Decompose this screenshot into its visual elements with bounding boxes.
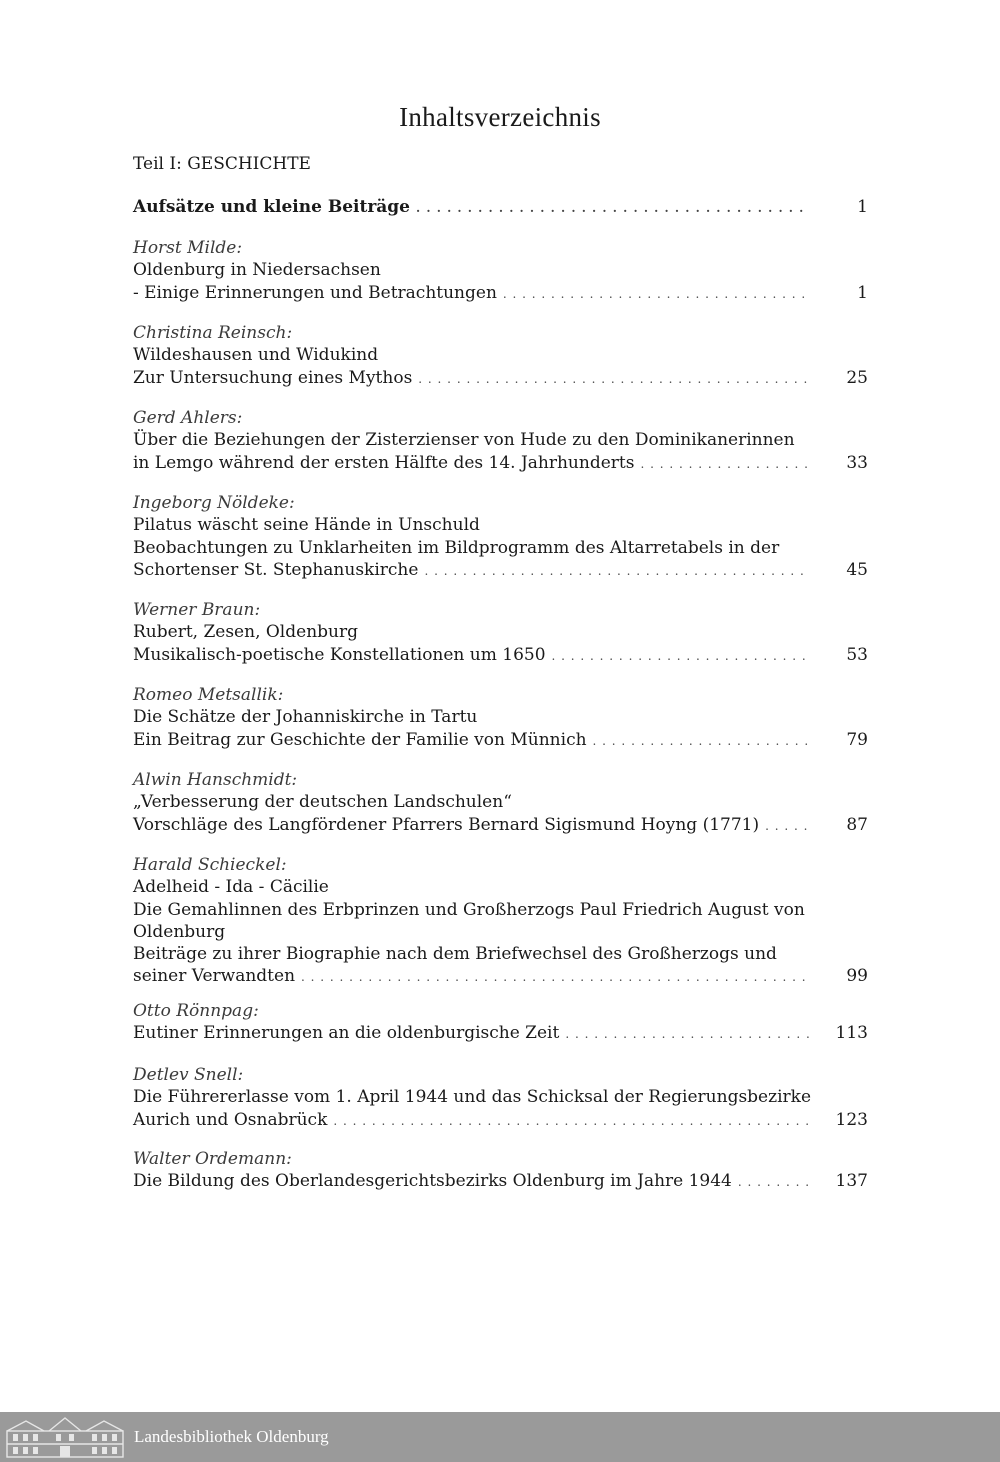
toc-entry (133, 769, 868, 836)
entry-title-last-line (133, 1109, 868, 1131)
page-number: 87 (846, 814, 868, 835)
dot-leader (416, 197, 810, 219)
entry-title-last-line (133, 559, 868, 581)
toc-entry (133, 684, 868, 751)
dot-leader (593, 730, 810, 752)
entry-title-line: Rubert, Zesen, Oldenburg (133, 622, 358, 643)
entry-title-line: Die Gemahlinnen des Erbprinzen und Großherzogs Paul Friedrich August von (133, 899, 805, 920)
entry-author: Detlev Snell: (133, 1065, 244, 1085)
toc-entry (133, 196, 868, 218)
entry-title-line: Die Schätze der Johanniskirche in Tartu (133, 707, 478, 728)
entry-title-last-line (133, 644, 868, 666)
entry-title-last-line (133, 452, 868, 474)
toc-entry (133, 599, 868, 666)
entry-author: Harald Schieckel: (133, 855, 287, 875)
entry-author: Werner Braun: (133, 600, 261, 620)
page-number: 1 (857, 282, 868, 303)
entry-title-line: Oldenburg in Niedersachsen (133, 260, 381, 281)
toc-entry (133, 492, 868, 581)
entry-title-last-line (133, 196, 868, 218)
entry-title-text: Eutiner Erinnerungen an die oldenburgische Zeit (133, 1023, 560, 1044)
toc-entry (133, 1064, 868, 1131)
entry-title-line: Die Führererlasse vom 1. April 1944 und das Schicksal der Regierungsbezirke (133, 1087, 811, 1108)
toc-entry (133, 1000, 868, 1045)
entry-title-line: „Verbesserung der deutschen Landschulen“ (133, 792, 512, 813)
footer-label: Landesbibliothek Oldenburg (134, 1427, 329, 1446)
entry-author: Horst Milde: (133, 238, 243, 258)
dot-leader (301, 966, 810, 988)
entry-title-text: - Einige Erinnerungen und Betrachtungen (133, 282, 497, 303)
toc-entry (133, 322, 868, 389)
dot-leader (552, 645, 810, 667)
entry-author: Romeo Metsallik: (133, 685, 284, 705)
entry-author: Walter Ordemann: (133, 1149, 292, 1169)
dot-leader (565, 1023, 810, 1045)
entry-title-text: Ein Beitrag zur Geschichte der Familie von Münnich (133, 729, 587, 750)
entry-author: Ingeborg Nöldeke: (133, 493, 295, 513)
entry-title-line: Über die Beziehungen der Zisterzienser von Hude zu den Dominikanerinnen (133, 430, 795, 451)
entry-author: Otto Rönnpag: (133, 1001, 259, 1021)
entry-author: Alwin Hanschmidt: (133, 770, 298, 790)
entry-title-last-line (133, 814, 868, 836)
page-number: 137 (835, 1171, 868, 1192)
page-number: 25 (846, 367, 868, 388)
entry-title-last-line (133, 1022, 868, 1044)
entry-author: Gerd Ahlers: (133, 408, 243, 428)
section-heading: Teil I: GESCHICHTE (133, 154, 311, 174)
dot-leader (418, 368, 810, 390)
entry-author: Christina Reinsch: (133, 323, 293, 343)
entry-title-text: Vorschläge des Langfördener Pfarrers Bernard Sigismund Hoyng (1771) (133, 814, 760, 835)
entry-title-last-line (133, 367, 868, 389)
entry-title-last-line (133, 282, 868, 304)
toc-entry (133, 237, 868, 304)
entry-title-line: Oldenburg (133, 921, 226, 942)
page-title: Inhaltsverzeichnis (399, 102, 601, 132)
entry-title-last-line (133, 965, 868, 987)
entry-title-line: Beobachtungen zu Unklarheiten im Bildprogramm des Altarretabels in der (133, 537, 780, 558)
page-number: 1 (857, 197, 868, 217)
dot-leader (738, 1171, 810, 1193)
page-number: 33 (846, 452, 868, 473)
dot-leader (640, 453, 810, 475)
library-building-icon (4, 1415, 126, 1459)
entry-title-last-line (133, 1170, 868, 1192)
page-number: 99 (846, 966, 868, 987)
entry-title-line: Adelheid - Ida - Cäcilie (133, 877, 329, 898)
dot-leader (765, 815, 810, 837)
toc-entry (133, 854, 868, 988)
entry-title-text: Schortenser St. Stephanuskirche (133, 559, 419, 580)
entry-title-text: Aurich und Osnabrück (133, 1109, 328, 1130)
entry-title-line: Pilatus wäscht seine Hände in Unschuld (133, 515, 480, 536)
entry-title-text: seiner Verwandten (133, 966, 296, 987)
page-number: 113 (835, 1023, 868, 1044)
toc-entry (133, 1148, 868, 1193)
entry-title-text: Zur Untersuchung eines Mythos (133, 367, 413, 388)
page-number: 53 (846, 644, 868, 665)
dot-leader (424, 560, 810, 582)
entry-title-last-line (133, 729, 868, 751)
entry-title-line: Wildeshausen und Widukind (133, 345, 379, 366)
dot-leader (503, 283, 810, 305)
page-number: 45 (846, 559, 868, 580)
entry-title-text: Musikalisch-poetische Konstellationen um 1650 (133, 644, 546, 665)
page-number: 79 (846, 729, 868, 750)
footer-bar (0, 1412, 1000, 1462)
entry-title-text: in Lemgo während der ersten Hälfte des 14. Jahrhunderts (133, 452, 635, 473)
page-number: 123 (835, 1109, 868, 1130)
entry-title-line: Beiträge zu ihrer Biographie nach dem Briefwechsel des Großherzogs und (133, 944, 777, 965)
entry-title-text: Die Bildung des Oberlandesgerichtsbezirks Oldenburg im Jahre 1944 (133, 1171, 732, 1192)
entry-title-text: Aufsätze und kleine Beiträge (133, 197, 410, 217)
dot-leader (333, 1110, 810, 1132)
toc-entry (133, 407, 868, 474)
